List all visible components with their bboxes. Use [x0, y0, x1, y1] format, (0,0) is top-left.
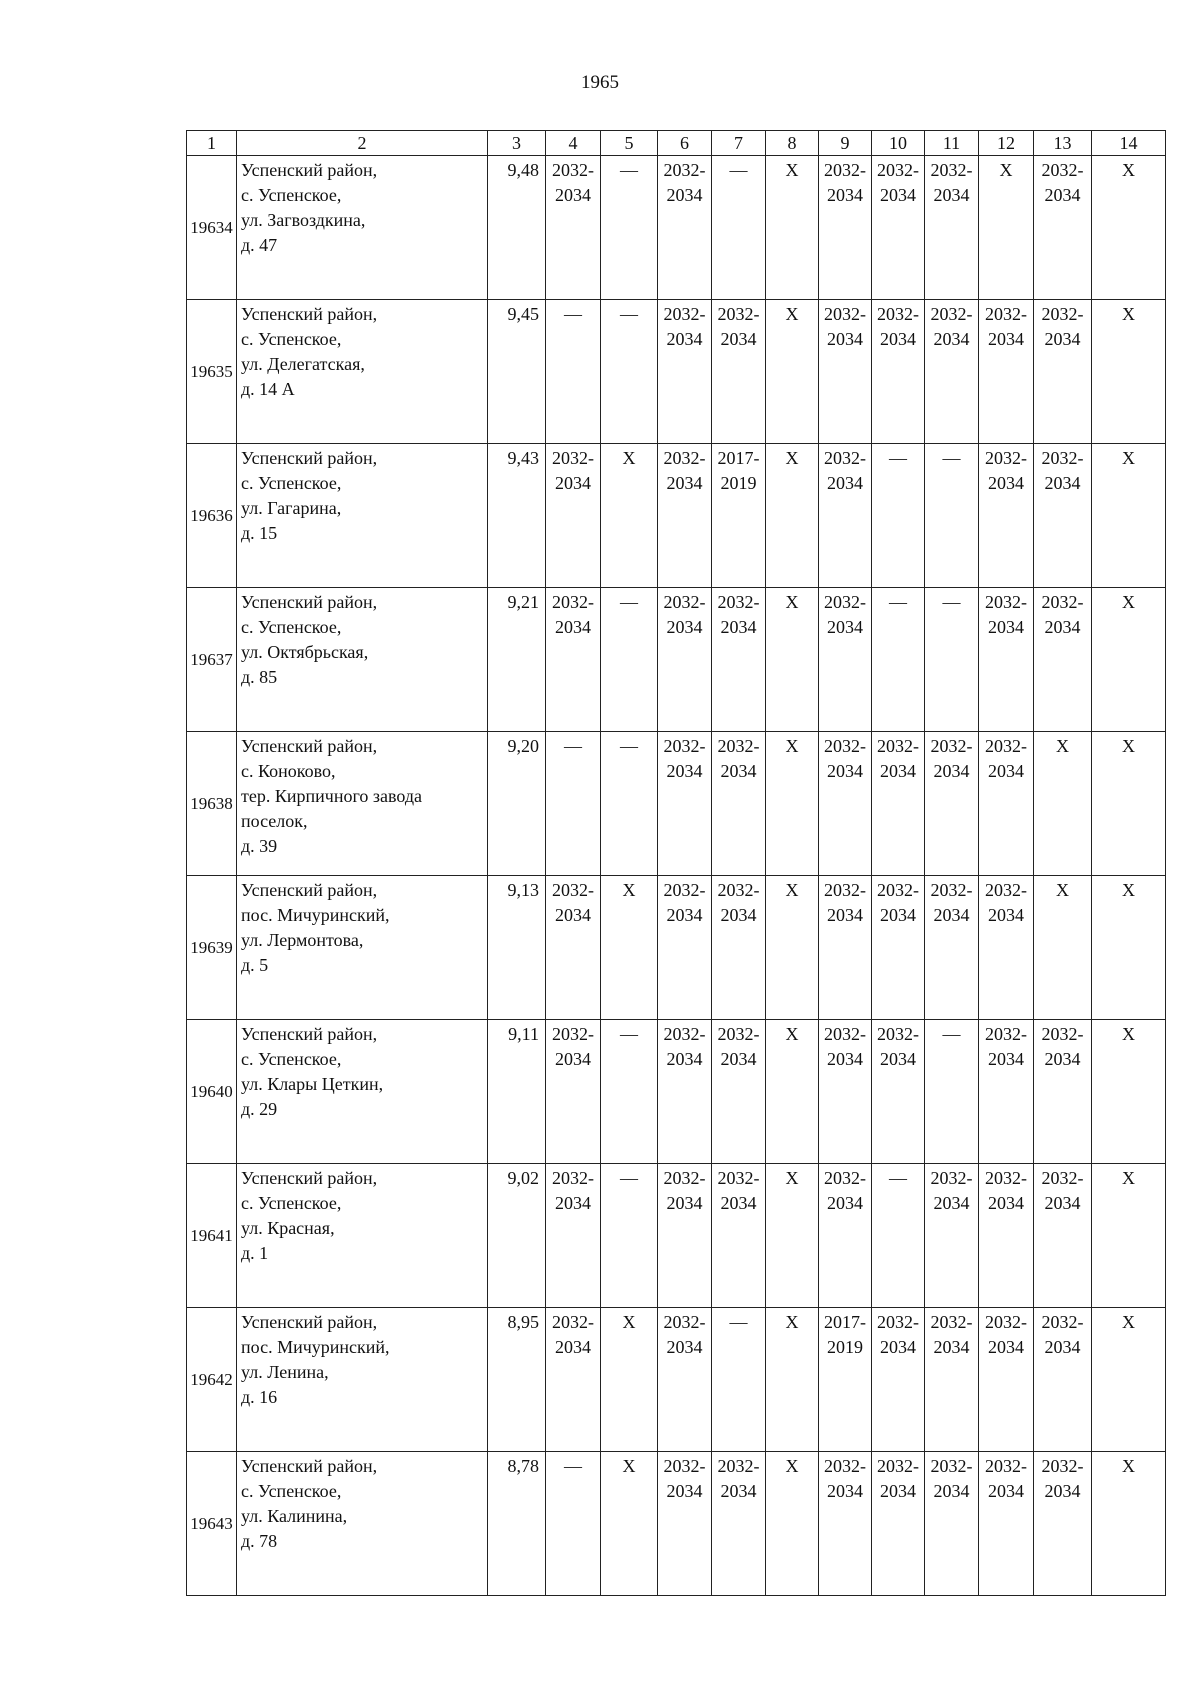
period-cell: 2017- 2019 [712, 444, 766, 588]
not-applicable-cell: X [766, 444, 819, 588]
empty-dash-cell: — [925, 444, 979, 588]
period-cell: 2032- 2034 [819, 588, 872, 732]
table-row [187, 1164, 1166, 1308]
column-number-11: 11 [925, 131, 979, 156]
empty-dash-cell: — [546, 300, 601, 444]
empty-dash-cell: — [546, 732, 601, 876]
not-applicable-cell: X [1092, 732, 1166, 876]
table-row [187, 732, 1166, 876]
row-id: 19638 [187, 732, 237, 876]
not-applicable-cell: X [601, 1308, 658, 1452]
period-cell: 2032- 2034 [712, 876, 766, 1020]
column-number-7: 7 [712, 131, 766, 156]
not-applicable-cell: X [766, 1020, 819, 1164]
period-cell: 2032- 2034 [1034, 588, 1092, 732]
address-cell: Успенский район, с. Успенское, ул. Загвоздкина, д. 47 [237, 156, 488, 300]
empty-dash-cell: — [601, 156, 658, 300]
period-cell: 2032- 2034 [546, 588, 601, 732]
period-cell: 2032- 2034 [658, 444, 712, 588]
row-id: 19640 [187, 1020, 237, 1164]
address-cell: Успенский район, с. Успенское, ул. Красная, д. 1 [237, 1164, 488, 1308]
period-cell: 2032- 2034 [872, 156, 925, 300]
table-row [187, 1020, 1166, 1164]
not-applicable-cell: X [766, 588, 819, 732]
not-applicable-cell: X [1092, 1308, 1166, 1452]
not-applicable-cell: X [1092, 1020, 1166, 1164]
period-cell: 2032- 2034 [819, 732, 872, 876]
not-applicable-cell: X [766, 300, 819, 444]
column-number-3: 3 [488, 131, 546, 156]
address-cell: Успенский район, пос. Мичуринский, ул. Лермонтова, д. 5 [237, 876, 488, 1020]
period-cell: 2032- 2034 [658, 732, 712, 876]
row-id: 19641 [187, 1164, 237, 1308]
period-cell: 2032- 2034 [712, 300, 766, 444]
column-number-6: 6 [658, 131, 712, 156]
period-cell: 2032- 2034 [872, 1020, 925, 1164]
column-number-2: 2 [237, 131, 488, 156]
column-number-12: 12 [979, 131, 1034, 156]
period-cell: 2032- 2034 [1034, 1452, 1092, 1596]
registry-table [186, 130, 1166, 1596]
empty-dash-cell: — [601, 1020, 658, 1164]
empty-dash-cell: — [872, 588, 925, 732]
area-cell: 9,45 [488, 300, 546, 444]
period-cell: 2032- 2034 [925, 1308, 979, 1452]
period-cell: 2032- 2034 [979, 732, 1034, 876]
column-number-9: 9 [819, 131, 872, 156]
period-cell: 2032- 2034 [712, 1164, 766, 1308]
area-cell: 8,95 [488, 1308, 546, 1452]
period-cell: 2032- 2034 [925, 156, 979, 300]
row-id: 19635 [187, 300, 237, 444]
period-cell: 2032- 2034 [546, 876, 601, 1020]
period-cell: 2032- 2034 [1034, 1308, 1092, 1452]
empty-dash-cell: — [601, 732, 658, 876]
period-cell: 2032- 2034 [658, 300, 712, 444]
period-cell: 2032- 2034 [1034, 444, 1092, 588]
period-cell: 2032- 2034 [546, 1164, 601, 1308]
table-row [187, 1308, 1166, 1452]
column-number-10: 10 [872, 131, 925, 156]
row-id: 19642 [187, 1308, 237, 1452]
period-cell: 2032- 2034 [979, 1164, 1034, 1308]
period-cell: 2032- 2034 [979, 1452, 1034, 1596]
column-number-4: 4 [546, 131, 601, 156]
table-row [187, 300, 1166, 444]
empty-dash-cell: — [872, 444, 925, 588]
period-cell: 2032- 2034 [712, 1452, 766, 1596]
not-applicable-cell: X [766, 1452, 819, 1596]
not-applicable-cell: X [1092, 444, 1166, 588]
area-cell: 9,48 [488, 156, 546, 300]
not-applicable-cell: X [1092, 876, 1166, 1020]
column-number-14: 14 [1092, 131, 1166, 156]
period-cell: 2032- 2034 [925, 1452, 979, 1596]
period-cell: 2032- 2034 [872, 1452, 925, 1596]
period-cell: 2032- 2034 [872, 876, 925, 1020]
address-cell: Успенский район, с. Успенское, ул. Клары Цеткин, д. 29 [237, 1020, 488, 1164]
empty-dash-cell: — [601, 588, 658, 732]
address-cell: Успенский район, с. Успенское, ул. Гагарина, д. 15 [237, 444, 488, 588]
period-cell: 2032- 2034 [712, 732, 766, 876]
period-cell: 2032- 2034 [872, 732, 925, 876]
not-applicable-cell: X [1092, 1452, 1166, 1596]
period-cell: 2032- 2034 [712, 588, 766, 732]
row-id: 19634 [187, 156, 237, 300]
period-cell: 2032- 2034 [1034, 1164, 1092, 1308]
column-number-8: 8 [766, 131, 819, 156]
period-cell: 2032- 2034 [979, 444, 1034, 588]
empty-dash-cell: — [712, 1308, 766, 1452]
area-cell: 9,43 [488, 444, 546, 588]
row-id: 19636 [187, 444, 237, 588]
period-cell: 2017- 2019 [819, 1308, 872, 1452]
area-cell: 9,11 [488, 1020, 546, 1164]
period-cell: 2032- 2034 [1034, 1020, 1092, 1164]
address-cell: Успенский район, с. Успенское, ул. Калинина, д. 78 [237, 1452, 488, 1596]
address-cell: Успенский район, с. Коноково, тер. Кирпичного завода поселок, д. 39 [237, 732, 488, 876]
table-row [187, 1452, 1166, 1596]
column-number-13: 13 [1034, 131, 1092, 156]
period-cell: 2032- 2034 [546, 1020, 601, 1164]
period-cell: 2032- 2034 [658, 876, 712, 1020]
not-applicable-cell: X [1092, 588, 1166, 732]
period-cell: 2032- 2034 [819, 1452, 872, 1596]
area-cell: 9,20 [488, 732, 546, 876]
period-cell: 2032- 2034 [819, 444, 872, 588]
period-cell: 2032- 2034 [925, 732, 979, 876]
not-applicable-cell: X [601, 444, 658, 588]
row-id: 19637 [187, 588, 237, 732]
period-cell: 2032- 2034 [1034, 300, 1092, 444]
period-cell: 2032- 2034 [546, 444, 601, 588]
period-cell: 2032- 2034 [872, 1308, 925, 1452]
not-applicable-cell: X [1092, 156, 1166, 300]
not-applicable-cell: X [1034, 876, 1092, 1020]
period-cell: 2032- 2034 [979, 588, 1034, 732]
row-id: 19639 [187, 876, 237, 1020]
period-cell: 2032- 2034 [658, 1164, 712, 1308]
period-cell: 2032- 2034 [979, 1020, 1034, 1164]
row-id: 19643 [187, 1452, 237, 1596]
empty-dash-cell: — [601, 300, 658, 444]
period-cell: 2032- 2034 [658, 156, 712, 300]
area-cell: 9,02 [488, 1164, 546, 1308]
address-cell: Успенский район, с. Успенское, ул. Октябрьская, д. 85 [237, 588, 488, 732]
period-cell: 2032- 2034 [658, 1452, 712, 1596]
not-applicable-cell: X [766, 876, 819, 1020]
table-body [187, 156, 1166, 1596]
period-cell: 2032- 2034 [872, 300, 925, 444]
not-applicable-cell: X [601, 1452, 658, 1596]
period-cell: 2032- 2034 [925, 300, 979, 444]
empty-dash-cell: — [712, 156, 766, 300]
page-number: 1965 [581, 72, 619, 93]
period-cell: 2032- 2034 [712, 1020, 766, 1164]
period-cell: 2032- 2034 [658, 1308, 712, 1452]
period-cell: 2032- 2034 [819, 1020, 872, 1164]
not-applicable-cell: X [766, 156, 819, 300]
area-cell: 9,21 [488, 588, 546, 732]
not-applicable-cell: X [766, 1164, 819, 1308]
period-cell: 2032- 2034 [546, 156, 601, 300]
table-row [187, 444, 1166, 588]
period-cell: 2032- 2034 [979, 1308, 1034, 1452]
table-row [187, 156, 1166, 300]
period-cell: 2032- 2034 [979, 300, 1034, 444]
column-number-1: 1 [187, 131, 237, 156]
not-applicable-cell: X [601, 876, 658, 1020]
period-cell: 2032- 2034 [819, 156, 872, 300]
not-applicable-cell: X [1092, 300, 1166, 444]
empty-dash-cell: — [546, 1452, 601, 1596]
not-applicable-cell: X [766, 1308, 819, 1452]
period-cell: 2032- 2034 [819, 876, 872, 1020]
column-number-5: 5 [601, 131, 658, 156]
address-cell: Успенский район, пос. Мичуринский, ул. Ленина, д. 16 [237, 1308, 488, 1452]
not-applicable-cell: X [979, 156, 1034, 300]
period-cell: 2032- 2034 [979, 876, 1034, 1020]
address-cell: Успенский район, с. Успенское, ул. Делегатская, д. 14 А [237, 300, 488, 444]
area-cell: 9,13 [488, 876, 546, 1020]
table-row [187, 876, 1166, 1020]
not-applicable-cell: X [766, 732, 819, 876]
period-cell: 2032- 2034 [925, 1164, 979, 1308]
period-cell: 2032- 2034 [1034, 156, 1092, 300]
period-cell: 2032- 2034 [819, 300, 872, 444]
period-cell: 2032- 2034 [546, 1308, 601, 1452]
period-cell: 2032- 2034 [925, 876, 979, 1020]
empty-dash-cell: — [601, 1164, 658, 1308]
column-number-row [187, 131, 1166, 156]
not-applicable-cell: X [1034, 732, 1092, 876]
table-row [187, 588, 1166, 732]
not-applicable-cell: X [1092, 1164, 1166, 1308]
empty-dash-cell: — [925, 588, 979, 732]
empty-dash-cell: — [925, 1020, 979, 1164]
area-cell: 8,78 [488, 1452, 546, 1596]
empty-dash-cell: — [872, 1164, 925, 1308]
period-cell: 2032- 2034 [658, 1020, 712, 1164]
period-cell: 2032- 2034 [819, 1164, 872, 1308]
period-cell: 2032- 2034 [658, 588, 712, 732]
